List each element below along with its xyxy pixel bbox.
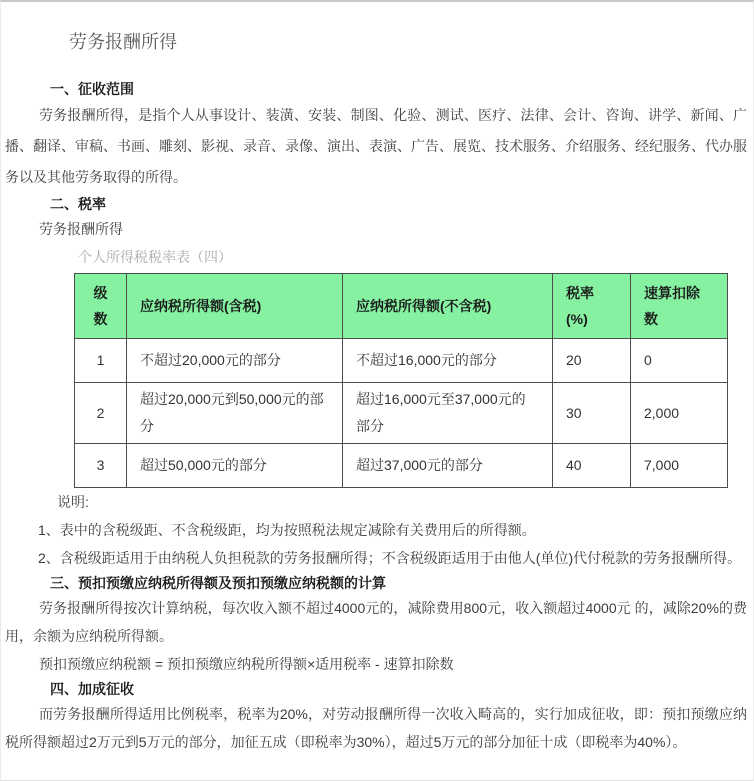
table-caption: 个人所得税税率表（四） xyxy=(78,249,232,265)
header-cell-taxable-incl: 应纳税所得额(含税) xyxy=(127,274,343,339)
para-surcharge: 而劳务报酬所得适用比例税率，税率为20%，对劳动报酬所得一次收入畸高的，实行加成征收，即：预扣预缴应纳税所得额超过2万元到5万元的部分，加征五成（即税率为30%），超过5万元的部分加征十成（即税率为40%）。 xyxy=(5,706,747,750)
table-row xyxy=(75,339,728,383)
header-cell-rate: 税率(%) xyxy=(553,274,631,339)
heading-surcharge: 四、加成征收 xyxy=(50,681,134,697)
header-cell-deduction: 速算扣除数 xyxy=(631,274,728,339)
para-scope: 劳务报酬所得，是指个人从事设计、装潢、安装、制图、化验、测试、医疗、法律、会计、咨询、讲学、新闻、广播、翻译、审稿、书画、雕刻、影视、录音、录像、演出、表演、广告、展览、技术服务、介绍服务、经纪服务、代办服务以及其他劳务取得的所得。 xyxy=(5,107,747,185)
heading-scope: 一、征收范围 xyxy=(50,81,134,97)
para-withholding: 劳务报酬所得按次计算纳税，每次收入额不超过4000元的，减除费用800元，收入额超过4000元 的，减除20%的费用，余额为应纳税所得额。 xyxy=(5,600,747,644)
cell-deduction: 2,000 xyxy=(631,383,728,444)
heading-tax-rate: 二、税率 xyxy=(50,196,106,212)
cell-taxable-excl: 超过37,000元的部分 xyxy=(343,444,553,488)
cell-taxable-incl: 超过20,000元到50,000元的部分 xyxy=(127,383,343,444)
note-1: 1、表中的含税级距、不含税级距，均为按照税法规定减除有关费用后的所得额。 xyxy=(38,522,536,538)
heading-withholding-calc: 三、预扣预缴应纳税所得额及预扣预缴应纳税额的计算 xyxy=(50,575,386,591)
cell-taxable-excl: 不超过16,000元的部分 xyxy=(343,339,553,383)
cell-deduction: 0 xyxy=(631,339,728,383)
header-cell-level: 级数 xyxy=(75,274,127,339)
cell-level: 1 xyxy=(75,339,127,383)
cell-level: 3 xyxy=(75,444,127,488)
para-tax-rate-intro: 劳务报酬所得 xyxy=(39,221,123,237)
header-cell-taxable-excl: 应纳税所得额(不含税) xyxy=(343,274,553,339)
table-row xyxy=(75,383,728,444)
formula-withholding: 预扣预缴应纳税额 = 预扣预缴应纳税所得额×适用税率 - 速算扣除数 xyxy=(39,656,454,672)
table-row xyxy=(75,444,728,488)
page-title: 劳务报酬所得 xyxy=(69,32,177,52)
cell-rate: 40 xyxy=(553,444,631,488)
cell-rate: 20 xyxy=(553,339,631,383)
cell-deduction: 7,000 xyxy=(631,444,728,488)
tax-rate-table xyxy=(74,273,728,488)
cell-taxable-incl: 超过50,000元的部分 xyxy=(127,444,343,488)
cell-rate: 30 xyxy=(553,383,631,444)
cell-taxable-excl: 超过16,000元至37,000元的部分 xyxy=(343,383,553,444)
note-2: 2、含税级距适用于由纳税人负担税款的劳务报酬所得；不含税级距适用于由他人(单位)代付税款的劳务报酬所得。 xyxy=(38,550,742,566)
notes-title: 说明: xyxy=(57,494,89,510)
table-header-row xyxy=(75,274,728,339)
cell-taxable-incl: 不超过20,000元的部分 xyxy=(127,339,343,383)
cell-level: 2 xyxy=(75,383,127,444)
